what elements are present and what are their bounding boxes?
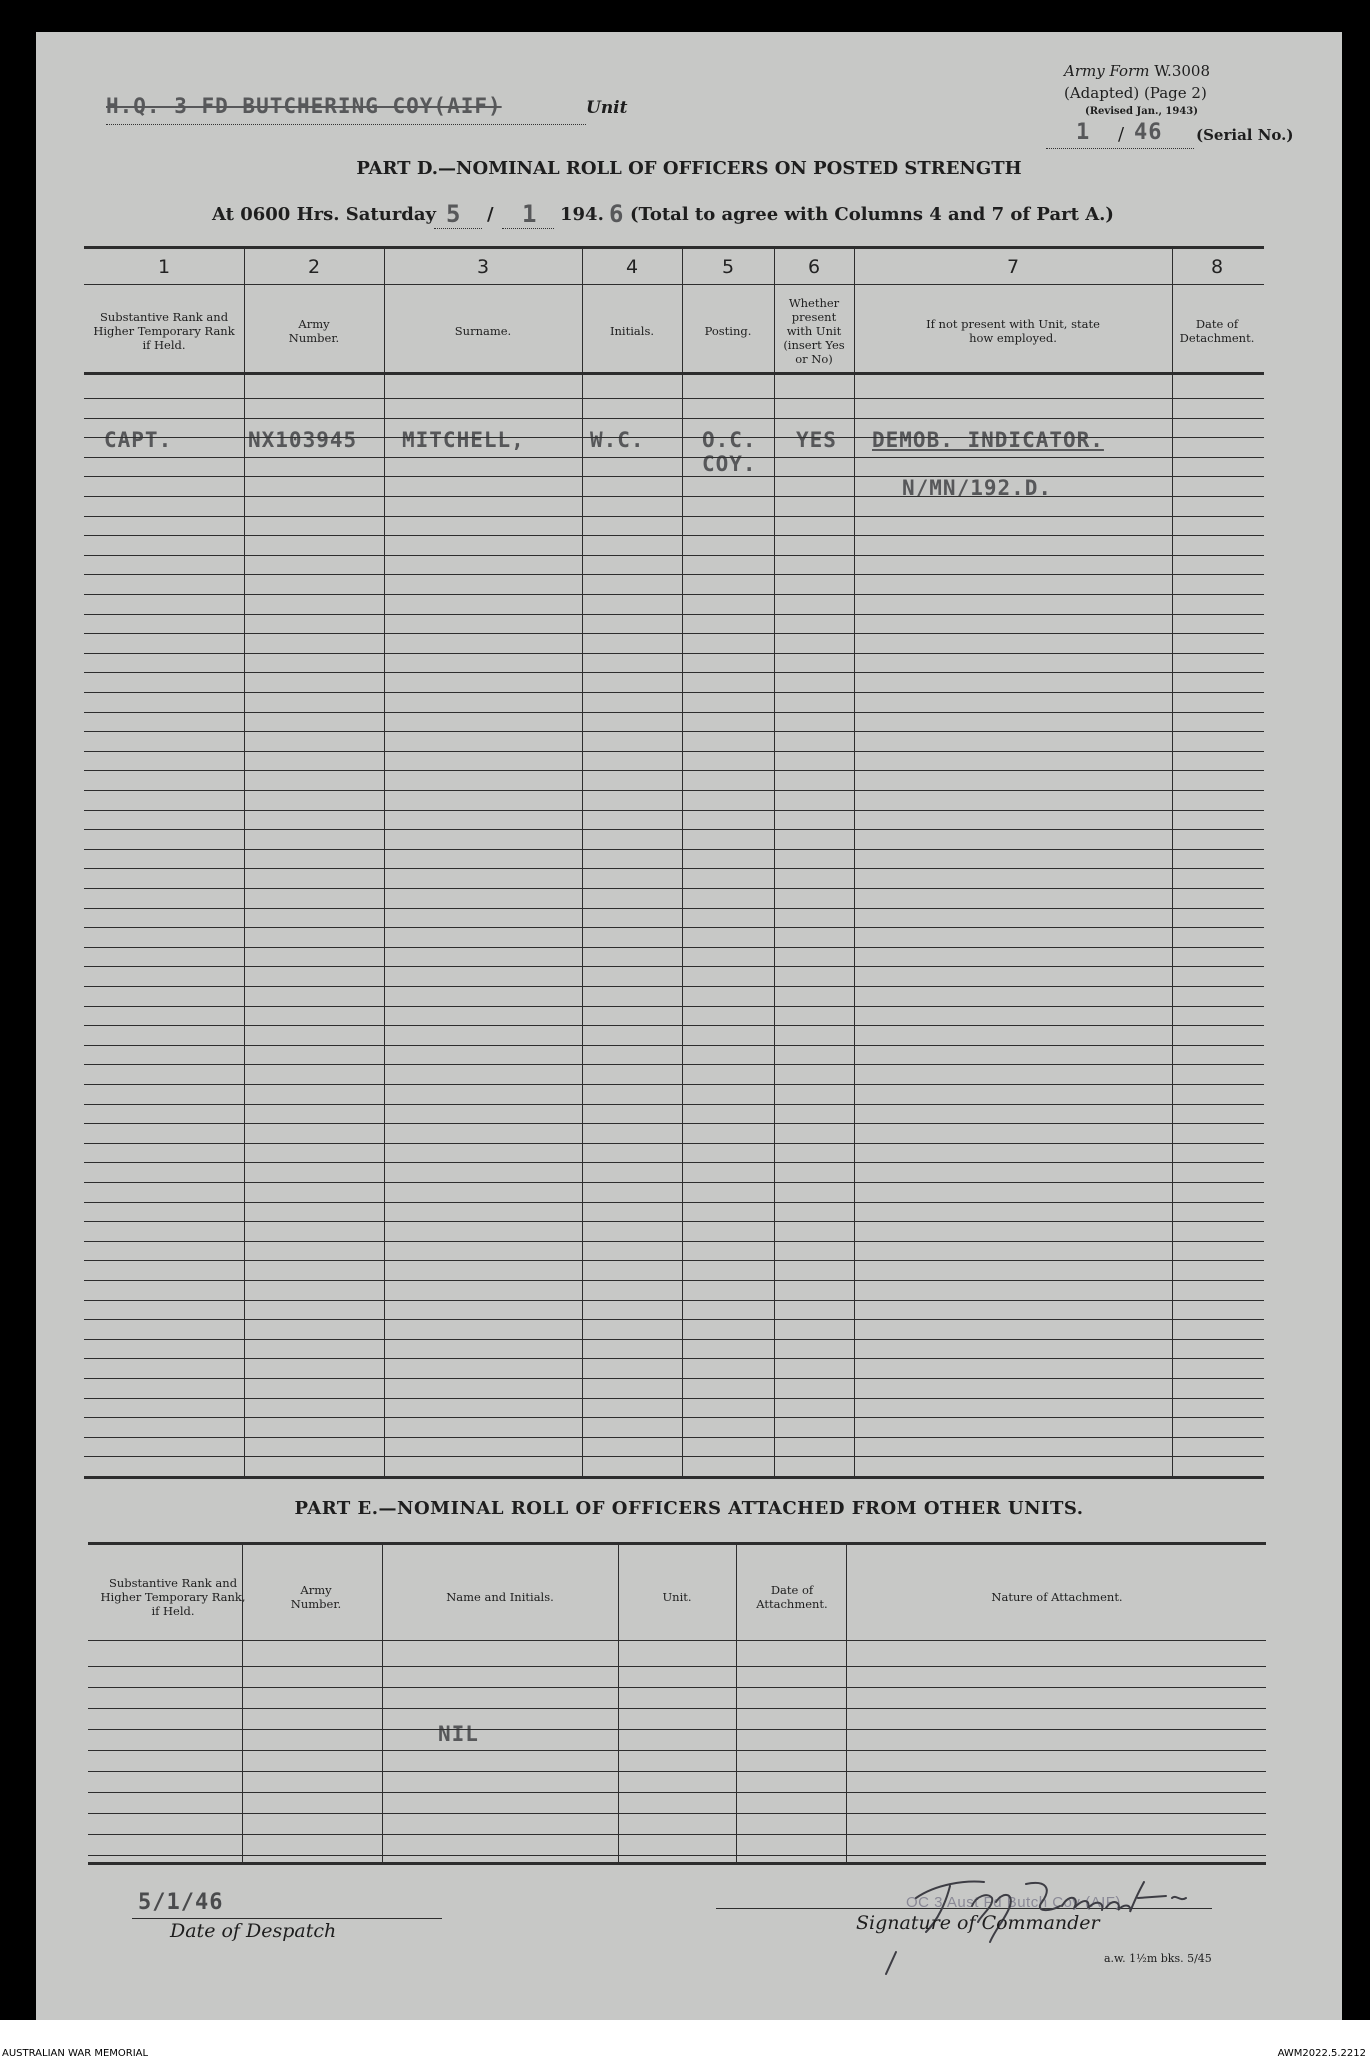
part-d-row-rule (84, 1437, 1264, 1438)
col-num-8: 8 (1210, 256, 1224, 278)
part-e-row-rule (88, 1687, 1266, 1688)
part-d-row-rule (84, 692, 1264, 693)
archive-name: AUSTRALIAN WAR MEMORIAL (2, 2048, 149, 2059)
part-e-row-rule (88, 1729, 1266, 1730)
part-d-row-rule (84, 1084, 1264, 1085)
entry-present: YES (796, 428, 837, 452)
part-d-row-rule (84, 1143, 1264, 1144)
entry-initials: W.C. (590, 428, 645, 452)
part-d-row-rule (84, 574, 1264, 575)
part-d-row-rule (84, 849, 1264, 850)
part-d-column-divider (384, 246, 385, 1476)
part-d-title: PART D.—NOMINAL ROLL OF OFFICERS ON POSTED STRENGTH (356, 158, 1022, 179)
col-label-surname: Surname. (454, 324, 512, 338)
part-d-row-rule (84, 398, 1264, 399)
part-d-row-rule (84, 614, 1264, 615)
part-e-col-rank: Substantive Rank and Higher Temporary Rank, if Held. (100, 1576, 246, 1618)
part-d-row-rule (84, 829, 1264, 830)
unit-line: H.Q. 3 FD BUTCHERING COY(AIF) Unit (106, 90, 646, 130)
col-num-6: 6 (807, 256, 821, 278)
entry-posting-1: O.C. (702, 428, 757, 452)
part-d-row-rule (84, 1221, 1264, 1222)
part-d-row-rule (84, 1300, 1264, 1301)
part-d-row-rule (84, 1064, 1264, 1065)
part-e-col-name: Name and Initials. (446, 1590, 554, 1604)
entry-posting-2: COY. (702, 452, 757, 476)
part-d-row-rule (84, 770, 1264, 771)
part-d-row-rule (84, 633, 1264, 634)
part-d-row-rule (84, 1025, 1264, 1026)
part-d-row-rule (84, 476, 1264, 477)
part-d-row-rule (84, 535, 1264, 536)
entry-employed-2: N/MN/192.D. (902, 476, 1053, 500)
part-d-row-rule (84, 966, 1264, 967)
part-e-row-rule (88, 1750, 1266, 1751)
part-e-entry-nil: NIL (438, 1722, 479, 1746)
part-d-row-rule (84, 1280, 1264, 1281)
part-e-row-rule (88, 1813, 1266, 1814)
part-d-row-rule (84, 516, 1264, 517)
part-d-column-divider (774, 246, 775, 1476)
part-d-row-rule (84, 672, 1264, 673)
col-num-2: 2 (307, 256, 321, 278)
part-d-row-rule (84, 555, 1264, 556)
part-e-column-divider (382, 1542, 383, 1862)
part-e-row-rule (88, 1855, 1266, 1856)
archive-footer (0, 2020, 1370, 2061)
col-label-army-number: Army Number. (288, 317, 340, 345)
part-d-row-rule (84, 1241, 1264, 1242)
col-label-posting: Posting. (704, 324, 752, 338)
part-d-row-rule (84, 496, 1264, 497)
part-e-col-army-number: Army Number. (290, 1583, 342, 1611)
part-d-row-rule (84, 986, 1264, 987)
form-revised: (Revised Jan., 1943) (1085, 106, 1198, 117)
part-d-row-rule (84, 1339, 1264, 1340)
part-d-row-rule (84, 712, 1264, 713)
part-d-row-rule (84, 1182, 1264, 1183)
part-d-row-rule (84, 810, 1264, 811)
despatch-label: Date of Despatch (170, 1920, 337, 1942)
col-num-3: 3 (476, 256, 490, 278)
part-e-column-divider (846, 1542, 847, 1862)
part-e-bottom-rule (88, 1862, 1266, 1865)
archive-reference: AWM2022.5.2212 (1277, 2048, 1366, 2059)
part-d-row-rule (84, 888, 1264, 889)
part-d-header-bottom-rule (84, 372, 1264, 375)
part-d-header-rule (84, 284, 1264, 285)
part-e-top-rule (88, 1542, 1266, 1545)
part-d-row-rule (84, 457, 1264, 458)
part-d-row-rule (84, 437, 1264, 438)
part-d-row-rule (84, 418, 1264, 419)
entry-surname: MITCHELL, (402, 428, 525, 452)
col-num-5: 5 (721, 256, 735, 278)
part-d-row-rule (84, 927, 1264, 928)
entry-rank: CAPT. (104, 428, 173, 452)
part-e-column-divider (736, 1542, 737, 1862)
part-e-col-unit: Unit. (662, 1590, 692, 1604)
part-d-row-rule (84, 1417, 1264, 1418)
form-number: Army Form W.3008 (1064, 62, 1211, 80)
part-d-column-divider (582, 246, 583, 1476)
part-d-row-rule (84, 1104, 1264, 1105)
part-d-row-rule (84, 1260, 1264, 1261)
part-d-row-rule (84, 1202, 1264, 1203)
part-e-header-rule (88, 1640, 1266, 1641)
part-d-row-rule (84, 1358, 1264, 1359)
entry-army-number: NX103945 (248, 428, 358, 452)
despatch-date: 5/1/46 (138, 1890, 224, 1915)
signature-label: Signature of Commander (856, 1912, 1100, 1934)
part-d-row-rule (84, 790, 1264, 791)
part-e-row-rule (88, 1666, 1266, 1667)
col-num-4: 4 (625, 256, 639, 278)
part-d-row-rule (84, 653, 1264, 654)
part-d-row-rule (84, 947, 1264, 948)
serial-number: 1 / 46 (Serial No.) (1046, 120, 1286, 150)
part-e-title: PART E.—NOMINAL ROLL OF OFFICERS ATTACHED FROM OTHER UNITS. (294, 1498, 1084, 1519)
part-d-row-rule (84, 1123, 1264, 1124)
part-d-row-rule (84, 1398, 1264, 1399)
part-d-row-rule (84, 868, 1264, 869)
part-e-row-rule (88, 1834, 1266, 1835)
col-label-rank: Substantive Rank and Higher Temporary Rank if Held. (93, 310, 235, 352)
part-d-row-rule (84, 1006, 1264, 1007)
part-d-column-divider (1172, 246, 1173, 1476)
col-label-present: Whether present with Unit (insert Yes or No) (783, 296, 845, 366)
col-label-detachment: Date of Detachment. (1179, 317, 1255, 345)
form-adapted: (Adapted) (Page 2) (1064, 84, 1207, 102)
part-e-column-divider (618, 1542, 619, 1862)
part-d-row-rule (84, 1045, 1264, 1046)
col-num-1: 1 (157, 256, 171, 278)
print-code: a.w. 1½m bks. 5/45 (1104, 1952, 1212, 1965)
part-d-row-rule (84, 1162, 1264, 1163)
despatch-line (132, 1918, 442, 1919)
part-e-col-nature: Nature of Attachment. (991, 1590, 1123, 1604)
part-d-column-divider (682, 246, 683, 1476)
part-d-row-rule (84, 908, 1264, 909)
entry-employed-1: DEMOB. INDICATOR. (872, 428, 1104, 452)
part-d-top-rule (84, 246, 1264, 249)
col-label-employed: If not present with Unit, state how employed. (926, 317, 1100, 345)
part-d-bottom-rule (84, 1476, 1264, 1479)
part-e-column-divider (242, 1542, 243, 1862)
part-d-row-rule (84, 1456, 1264, 1457)
part-d-row-rule (84, 751, 1264, 752)
part-e-row-rule (88, 1792, 1266, 1793)
part-d-column-divider (854, 246, 855, 1476)
part-d-date-line: At 0600 Hrs. Saturday 5 / 1 194. 6 (Total to agree with Columns 4 and 7 of Part A.) (212, 200, 1114, 228)
part-e-row-rule (88, 1708, 1266, 1709)
col-label-initials: Initials. (609, 324, 655, 338)
part-d-row-rule (84, 1319, 1264, 1320)
form-page (36, 32, 1342, 2020)
part-d-column-divider (244, 246, 245, 1476)
part-d-row-rule (84, 1378, 1264, 1379)
part-d-row-rule (84, 731, 1264, 732)
commander-stamp: OC 3 Aust Fd Butch Coy (AIF) (906, 1894, 1121, 1911)
part-d-row-rule (84, 594, 1264, 595)
part-e-col-date: Date of Attachment. (756, 1583, 828, 1611)
part-e-row-rule (88, 1771, 1266, 1772)
col-num-7: 7 (1006, 256, 1020, 278)
